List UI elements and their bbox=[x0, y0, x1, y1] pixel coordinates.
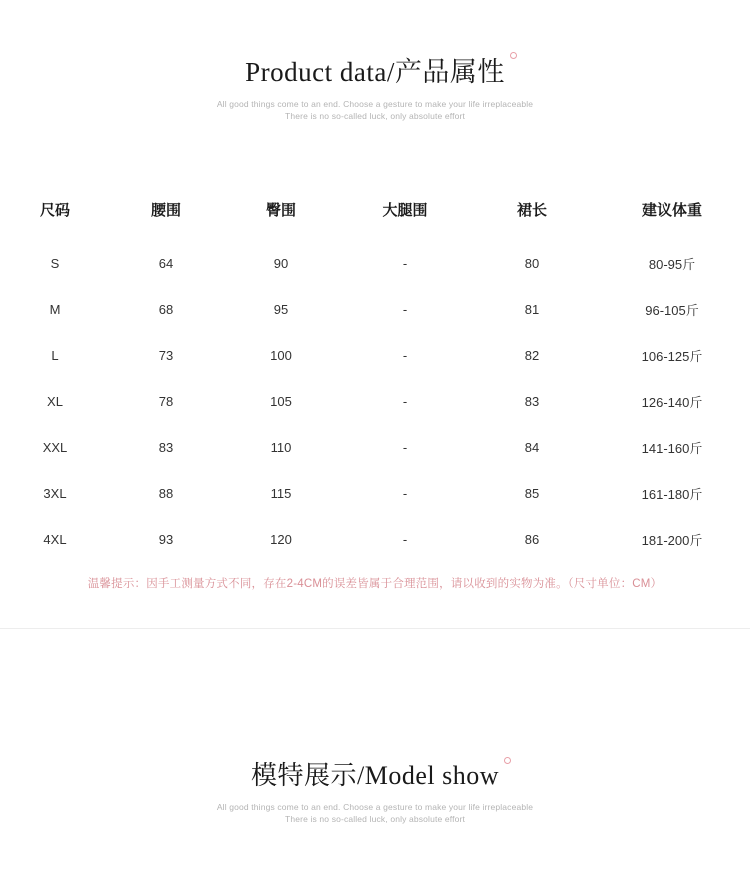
cell-waist: 73 bbox=[158, 347, 174, 363]
model-show-header bbox=[0, 755, 750, 825]
cell-waist: 78 bbox=[158, 393, 174, 409]
model-show-subtitle bbox=[0, 801, 750, 825]
cell-hip: 105 bbox=[270, 393, 292, 409]
cell-hip: 115 bbox=[270, 485, 292, 501]
product-data-subtitle bbox=[0, 98, 750, 122]
cell-thigh: - bbox=[402, 255, 408, 271]
cell-weight: 96-105斤 bbox=[645, 302, 699, 318]
table-row bbox=[0, 332, 750, 378]
section-divider bbox=[0, 628, 750, 629]
table-row bbox=[0, 470, 750, 516]
table-header-row bbox=[0, 198, 750, 240]
cell-weight: 126-140斤 bbox=[641, 394, 703, 410]
column-header-waist: 腰围 bbox=[150, 202, 181, 219]
table-row bbox=[0, 240, 750, 286]
table-row bbox=[0, 516, 750, 562]
cell-hip: 100 bbox=[270, 347, 292, 363]
column-header-length: 裙长 bbox=[516, 202, 547, 219]
cell-hip: 95 bbox=[273, 301, 289, 317]
product-data-subtitle-line1: All good things come to an end. Choose a gesture to make your life irreplaceable bbox=[216, 99, 534, 109]
cell-weight: 141-160斤 bbox=[641, 440, 703, 456]
bottom-spacer bbox=[0, 862, 750, 886]
table-row bbox=[0, 424, 750, 470]
size-table-head bbox=[0, 198, 750, 240]
cell-length: 80 bbox=[524, 255, 540, 271]
cell-hip: 110 bbox=[270, 439, 292, 455]
table-row bbox=[0, 378, 750, 424]
cell-weight: 80-95斤 bbox=[648, 256, 696, 272]
cell-weight: 181-200斤 bbox=[641, 532, 703, 548]
cell-hip: 120 bbox=[270, 531, 292, 547]
table-row bbox=[0, 286, 750, 332]
cell-length: 81 bbox=[524, 301, 540, 317]
cell-length: 83 bbox=[524, 393, 540, 409]
cell-thigh: - bbox=[402, 485, 408, 501]
model-show-subtitle-line1: All good things come to an end. Choose a gesture to make your life irreplaceable bbox=[216, 802, 534, 812]
decorative-circle-icon bbox=[510, 52, 517, 59]
model-show-title-en: /Model show bbox=[357, 761, 499, 790]
cell-length: 86 bbox=[524, 531, 540, 547]
product-data-header bbox=[0, 50, 750, 122]
column-header-hip: 臀围 bbox=[265, 202, 296, 219]
cell-thigh: - bbox=[402, 301, 408, 317]
cell-size: 4XL bbox=[43, 531, 67, 547]
cell-thigh: - bbox=[402, 439, 408, 455]
cell-waist: 68 bbox=[158, 301, 174, 317]
cell-size: 3XL bbox=[43, 485, 67, 501]
cell-waist: 83 bbox=[158, 439, 174, 455]
cell-weight: 106-125斤 bbox=[641, 348, 703, 364]
cell-thigh: - bbox=[402, 347, 408, 363]
cell-size: S bbox=[50, 255, 60, 271]
cell-size: M bbox=[49, 301, 61, 317]
model-show-title bbox=[251, 755, 499, 792]
model-show-title-cn: 模特展示 bbox=[250, 760, 357, 790]
cell-length: 85 bbox=[524, 485, 540, 501]
cell-length: 82 bbox=[524, 347, 540, 363]
cell-waist: 64 bbox=[158, 255, 174, 271]
cell-size: XXL bbox=[42, 439, 68, 455]
product-data-subtitle-line2: There is no so-called luck, only absolute effort bbox=[285, 111, 465, 121]
size-table bbox=[0, 198, 750, 562]
cell-waist: 93 bbox=[158, 531, 174, 547]
measurement-note: 温馨提示：因手工测量方式不同，存在2-4CM的误差皆属于合理范围，请以收到的实物为准。（尺寸单位：CM） bbox=[87, 578, 663, 590]
column-header-weight: 建议体重 bbox=[641, 202, 702, 219]
size-table-body bbox=[0, 240, 750, 562]
cell-size: L bbox=[51, 347, 59, 363]
column-header-thigh: 大腿围 bbox=[382, 202, 428, 219]
cell-weight: 161-180斤 bbox=[641, 486, 703, 502]
decorative-circle-icon bbox=[504, 757, 511, 764]
column-header-size: 尺码 bbox=[39, 202, 70, 219]
cell-thigh: - bbox=[402, 393, 408, 409]
model-show-subtitle-line2: There is no so-called luck, only absolute effort bbox=[285, 814, 465, 824]
cell-hip: 90 bbox=[273, 255, 289, 271]
cell-thigh: - bbox=[402, 531, 408, 547]
cell-length: 84 bbox=[524, 439, 540, 455]
product-data-title bbox=[245, 50, 505, 89]
cell-size: XL bbox=[47, 393, 63, 409]
cell-waist: 88 bbox=[158, 485, 174, 501]
product-data-title-text: Product data/产品属性 bbox=[245, 57, 505, 87]
